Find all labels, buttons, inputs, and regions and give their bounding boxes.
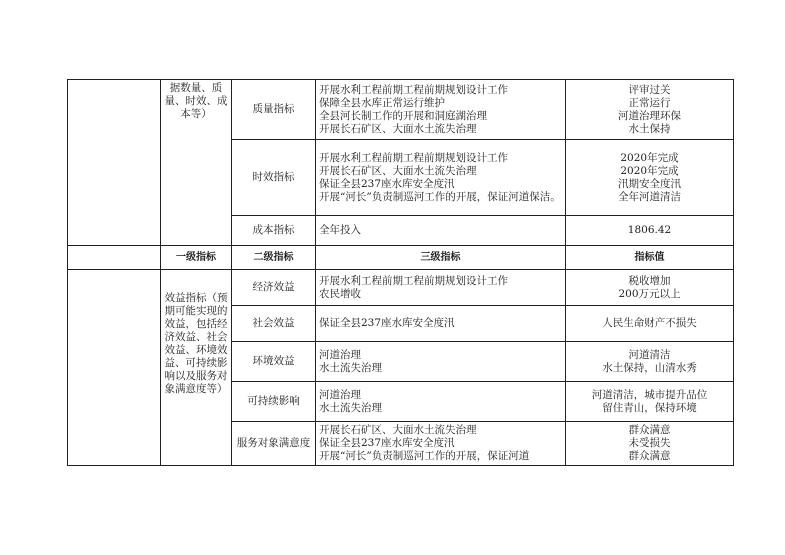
blank-cell: [68, 80, 161, 246]
list-item: 开展长石矿区、大面水土流失治理: [319, 164, 477, 177]
list-item: 未受损失: [628, 437, 671, 449]
benefit-indicator-cell: [161, 270, 232, 466]
list-item: 开展长石矿区、大面水土流失治理: [319, 424, 477, 436]
list-item: 2020年完成: [620, 164, 679, 177]
list-item: 开展水利工程前期工程前期规划设计工作: [319, 274, 508, 287]
table-row: [68, 80, 734, 140]
list-item: 保障全县水库正常运行维护: [319, 96, 445, 109]
header-value: 指标值: [566, 246, 734, 270]
blank-cell: [68, 270, 161, 466]
list-item: 汛期安全度汛: [618, 177, 681, 190]
level1-continued-text: 据数量、质量、时效、成本等）: [164, 82, 228, 120]
list-item: 留住青山，保持环境: [602, 401, 697, 414]
list-item: 保证全县237座水库安全度汛: [319, 437, 455, 449]
list-item: 水土流失治理: [319, 401, 382, 414]
economic-benefit-items: [316, 270, 566, 306]
list-item: 评审过关: [628, 83, 671, 96]
blank-cell: [68, 246, 161, 270]
list-item: 开展长石矿区、大面水土流失治理: [319, 122, 477, 135]
list-item: 全年投入: [319, 224, 361, 236]
satisfaction-values: [566, 422, 734, 466]
level1-continued-cell: [161, 80, 232, 246]
social-benefit-label: 社会效益: [232, 306, 316, 342]
list-item: 开展水利工程前期工程前期规划设计工作: [319, 151, 508, 164]
list-item: 保证全县237座水库安全度汛: [319, 177, 455, 190]
list-item: 河道清洁，城市提升品位: [591, 388, 708, 401]
list-item: 河道治理: [319, 348, 361, 361]
cost-indicator-label: 成本指标: [232, 216, 316, 246]
list-item: 开展“河长”负责制巡河工作的开展，保证河道: [319, 450, 530, 462]
social-benefit-items: [316, 306, 566, 342]
environmental-benefit-label: 环境效益: [232, 342, 316, 382]
time-indicator-values: [566, 140, 734, 216]
environmental-benefit-values: [566, 342, 734, 382]
list-item: 200万元以上: [618, 287, 681, 300]
list-item: 全年河道清洁: [618, 190, 681, 203]
list-item: 保证全县237座水库安全度汛: [319, 317, 455, 329]
list-item: 水土保持，山清水秀: [602, 361, 697, 374]
environmental-benefit-items: [316, 342, 566, 382]
header-level2: 二级指标: [232, 246, 316, 270]
list-item: 正常运行: [628, 96, 671, 109]
list-item: 开展“河长”负责制巡河工作的开展，保证河道保洁。: [319, 190, 561, 203]
cost-indicator-values: [566, 216, 734, 246]
header-level3: 三级指标: [316, 246, 566, 270]
time-indicator-items: [316, 140, 566, 216]
sustainable-impact-label: 可持续影响: [232, 382, 316, 422]
satisfaction-items: [316, 422, 566, 466]
list-item: 水土流失治理: [319, 361, 382, 374]
sustainable-impact-values: [566, 382, 734, 422]
list-item: 河道治理: [319, 388, 361, 401]
header-level1: 一级指标: [161, 246, 232, 270]
satisfaction-label: 服务对象满意度: [232, 422, 316, 466]
quality-indicator-items: [316, 80, 566, 140]
list-item: 河道治理环保: [618, 109, 681, 122]
list-item: 全县河长制工作的开展和洞庭湖治理: [319, 109, 487, 122]
social-benefit-values: [566, 306, 734, 342]
quality-indicator-values: [566, 80, 734, 140]
economic-benefit-label: 经济效益: [232, 270, 316, 306]
table-header-row: [68, 246, 734, 270]
sustainable-impact-items: [316, 382, 566, 422]
table-row: [68, 270, 734, 306]
list-item: 2020年完成: [620, 151, 679, 164]
cost-indicator-items: [316, 216, 566, 246]
list-item: 1806.42: [627, 224, 672, 236]
list-item: 群众满意: [628, 450, 671, 462]
time-indicator-label: 时效指标: [232, 140, 316, 216]
list-item: 水土保持: [628, 122, 671, 135]
quality-indicator-label: 质量指标: [232, 80, 316, 140]
list-item: 河道清洁: [628, 348, 671, 361]
list-item: 人民生命财产不损失: [602, 317, 697, 329]
benefit-indicator-text: 效益指标（预期可能实现的效益，包括经济效益、社会效益、环境效益、可持续影响以及服务对象满意度等）: [164, 292, 228, 395]
list-item: 开展水利工程前期工程前期规划设计工作: [319, 83, 508, 96]
list-item: 群众满意: [628, 424, 671, 436]
economic-benefit-values: [566, 270, 734, 306]
performance-indicator-table: [67, 79, 734, 466]
list-item: 农民增收: [319, 287, 361, 300]
list-item: 税收增加: [628, 274, 671, 287]
